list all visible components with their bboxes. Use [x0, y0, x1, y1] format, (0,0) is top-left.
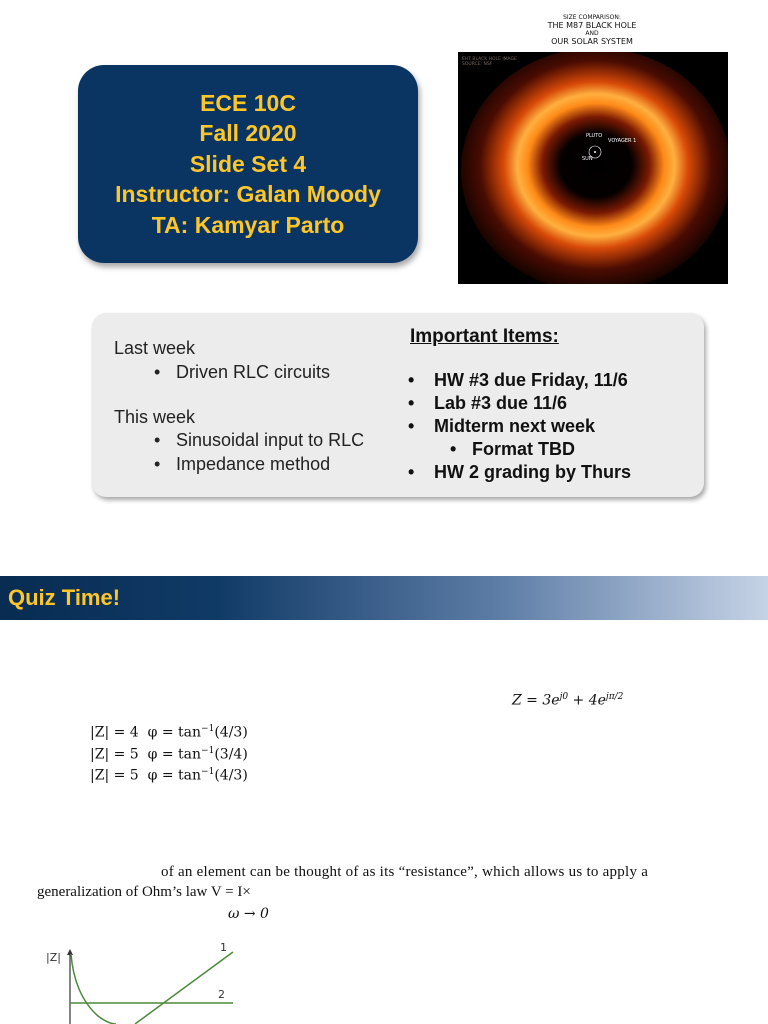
equation-mid: + 4e [568, 692, 606, 709]
limit-expression [228, 906, 269, 922]
this-week-item: Sinusoidal input to RLC [176, 430, 365, 450]
equation-exponent: jπ/2 [605, 692, 624, 702]
pluto-label: PLUTO [586, 133, 603, 139]
option-superscript: −1 [201, 767, 215, 777]
y-axis-arrow [67, 949, 73, 955]
caption-line: OUR SOLAR SYSTEM [551, 37, 633, 46]
black-hole-caption [530, 14, 654, 46]
option-magnitude: |Z| = 4 [90, 724, 139, 741]
answer-option [90, 724, 248, 741]
option-phase-arg: (4/3) [214, 767, 248, 784]
option-superscript: −1 [201, 746, 215, 756]
equation-lhs: Z = 3e [512, 692, 560, 709]
important-heading: Important Items: [410, 326, 559, 347]
bullet: • [154, 430, 161, 450]
option-phase: φ = tan [147, 746, 202, 763]
last-week-item: Driven RLC circuits [176, 362, 331, 382]
equation-exponent: j0 [559, 692, 569, 702]
term: Fall 2020 [199, 120, 297, 147]
impedance-graph [40, 940, 250, 1024]
teaching-assistant: TA: Kamyar Parto [151, 211, 345, 238]
option-phase-arg: (3/4) [214, 746, 248, 763]
sun-label: SUN [582, 156, 593, 162]
answer-option [90, 767, 248, 784]
bullet: • [408, 370, 415, 390]
image-credit: EHT BLACK HOLE IMAGE [462, 57, 517, 62]
last-week-label: Last week [114, 338, 196, 358]
bullet: • [408, 393, 415, 413]
image-credit: SOURCE: NSF [462, 62, 493, 67]
black-hole-image [458, 52, 728, 284]
curve-3-line [71, 954, 116, 1024]
bullet: • [450, 439, 457, 459]
this-week-label: This week [114, 407, 196, 427]
slide-set: Slide Set 4 [189, 150, 307, 177]
bullet: • [154, 454, 161, 474]
statement-line: generalization of Ohm’s law V = I× [37, 884, 251, 900]
option-phase: φ = tan [147, 724, 202, 741]
quiz-title: Quiz Time! [8, 585, 121, 610]
caption-line: SIZE COMPARISON: [563, 14, 621, 21]
curve-1-label: 1 [220, 941, 227, 954]
important-item: Midterm next week [434, 416, 596, 436]
important-item: Lab #3 due 11/6 [434, 393, 568, 413]
bullet: • [408, 416, 415, 436]
graph-y-label: |Z| [46, 951, 61, 964]
option-phase: φ = tan [147, 767, 202, 784]
this-week-item: Impedance method [176, 454, 331, 474]
agenda-box [92, 313, 704, 497]
limit-expr: ω → 0 [228, 906, 269, 922]
instructor: Instructor: Galan Moody [115, 181, 381, 208]
course-code: ECE 10C [200, 89, 296, 116]
option-magnitude: |Z| = 5 [90, 767, 139, 784]
option-phase-arg: (4/3) [214, 724, 248, 741]
important-subitem: Format TBD [472, 439, 575, 459]
slide-title-card [78, 65, 418, 263]
statement-line: of an element can be thought of as its “resistance”, which allows us to apply a [161, 864, 649, 880]
important-item: HW #3 due Friday, 11/6 [434, 370, 628, 390]
caption-line: THE M87 BLACK HOLE [547, 21, 637, 30]
option-superscript: −1 [201, 724, 215, 734]
curve-2-label: 2 [218, 988, 225, 1001]
answer-option [90, 746, 248, 763]
impedance-equation [512, 692, 623, 709]
bullet: • [408, 462, 415, 482]
important-item: HW 2 grading by Thurs [434, 462, 632, 482]
caption-line: AND [585, 30, 599, 37]
option-magnitude: |Z| = 5 [90, 746, 139, 763]
sun-dot [594, 151, 596, 153]
voyager-label: VOYAGER 1 [608, 138, 637, 144]
bullet: • [154, 362, 161, 382]
